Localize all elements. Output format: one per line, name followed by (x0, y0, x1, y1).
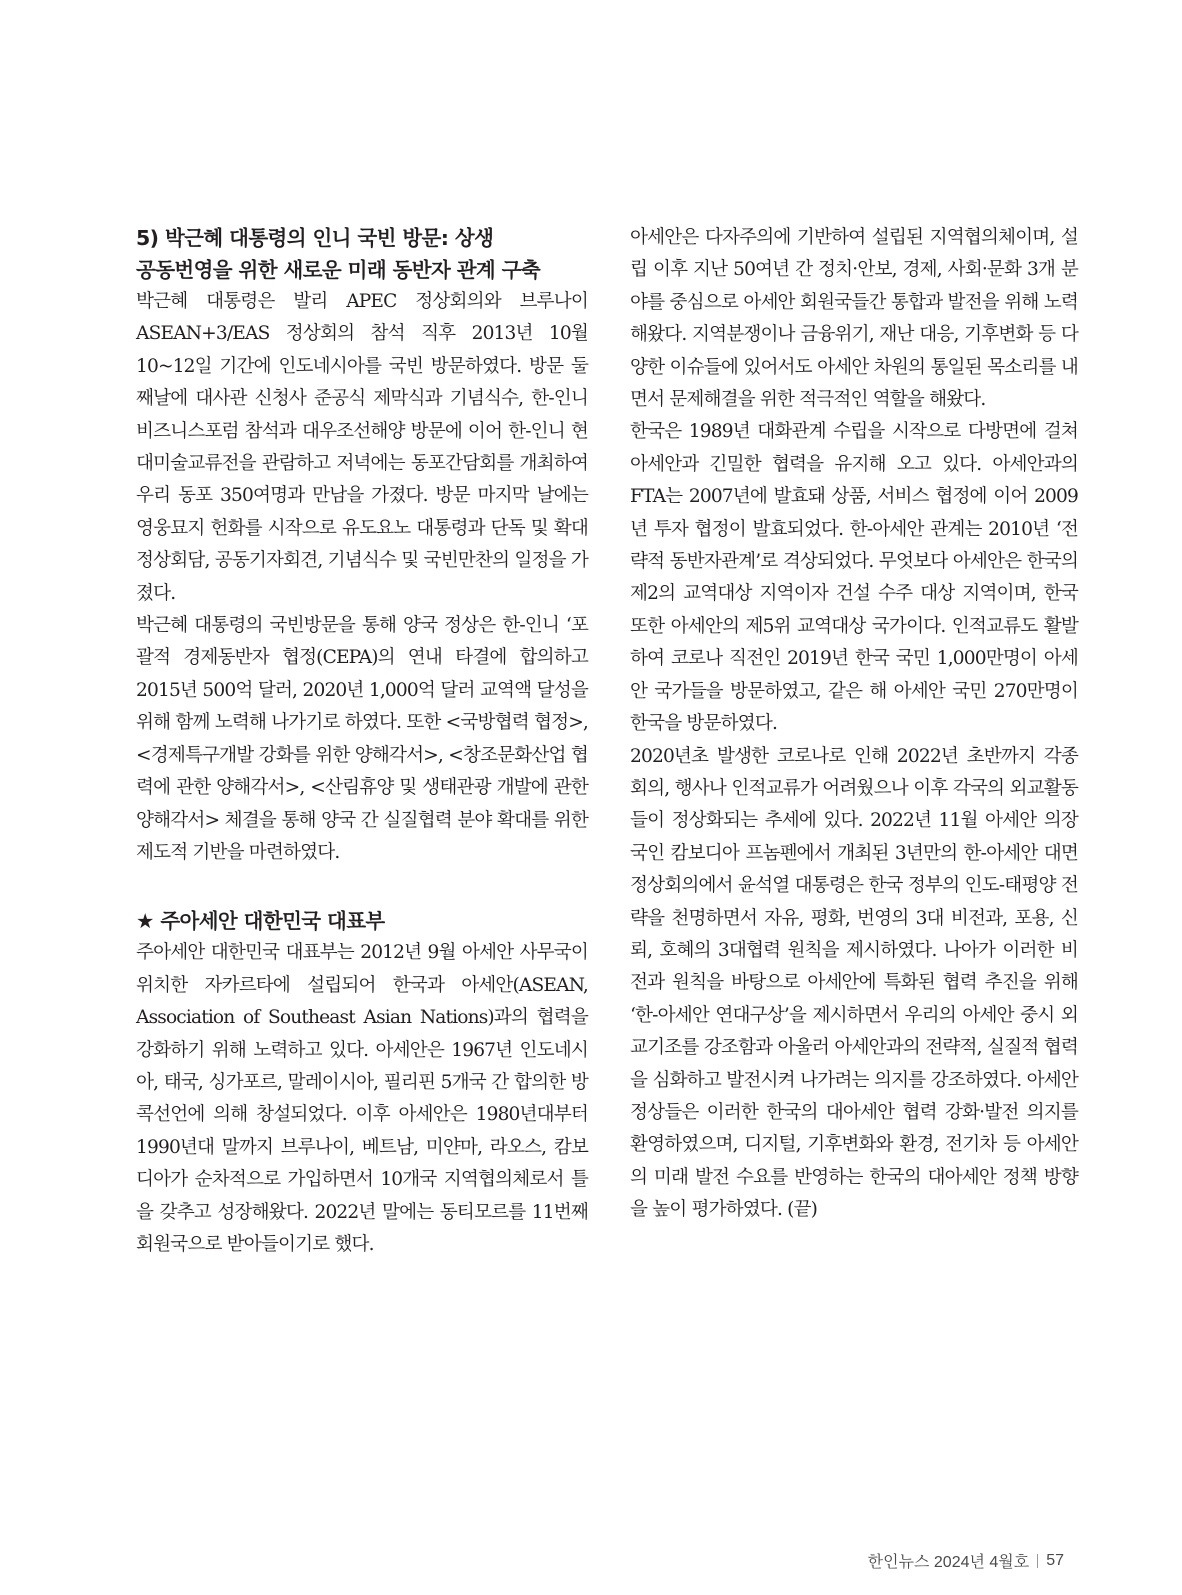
right-column (630, 222, 1078, 1227)
paragraph-asean-overview: 아세안은 다자주의에 기반하여 설립된 지역협의체이며, 설립 이후 지난 50여년 간 정치·안보, 경제, 사회·문화 3개 분야를 중심으로 아세안 회원국들간 통합과 발전을 위해 노력해왔다. 지역분쟁이나 금융위기, 재난 대응, 기후변화 등 다양한 이슈들에 있어서도 아세안 차원의 통일된 목소리를 내면서 문제해결을 위한 적극적인 역할을 해왔다. (630, 227, 1078, 411)
paragraph-summit-2022: 2020년초 발생한 코로나로 인해 2022년 초반까지 각종 회의, 행사나 인적교류가 어려웠으나 이후 각국의 외교활동들이 정상화되는 추세에 있다. 2022년 11월 아세안 의장국인 캄보디아 프놈펜에서 개최된 3년만의 한-아세안 대면 정상회의에서 윤석열 대통령은 한국 정부의 인도-태평양 전략을 천명하면서 자유, 평화, 번영의 3대 비전과, 포용, 신뢰, 호혜의 3대협력 원칙을 제시하였다. 나아가 이러한 비전과 원칙을 바탕으로 아세안에 특화된 협력 추진을 위해 ‘한-아세안 연대구상’을 제시하면서 우리의 아세안 중시 외교기조를 강조함과 아울러 아세안과의 전략적, 실질적 협력을 심화하고 발전시켜 나가려는 의지를 강조하였다. 아세안 정상들은 이러한 한국의 대아세안 협력 강화·발전 의지를 환영하였으며, 디지털, 기후변화와 환경, 전기차 등 아세안의 미래 발전 수요를 반영하는 한국의 대아세안 정책 방향을 높이 평가하였다. (끝) (630, 745, 1078, 1221)
paragraph-korea-asean-relations: 한국은 1989년 대화관계 수립을 시작으로 다방면에 걸쳐 아세안과 긴밀한 협력을 유지해 오고 있다. 아세안과의 FTA는 2007년에 발효돼 상품, 서비스 협정에 이어 2009년 투자 협정이 발효되었다. 한-아세안 관계는 2010년 ‘전략적 동반자관계’로 격상되었다. 무엇보다 아세안은 한국의 제2의 교역대상 지역이자 건설 수주 대상 지역이며, 한국 또한 아세안의 제5위 교역대상 국가이다. 인적교류도 활발하여 코로나 직전인 2019년 한국 국민 1,000만명이 아세안 국가들을 방문하였고, 같은 해 아세안 국민 270만명이 한국을 방문하였다. (630, 421, 1078, 735)
section-heading-line-1: 5) 박근혜 대통령의 인니 국빈 방문: 상생 (136, 226, 494, 250)
paragraph-asean-mission: 주아세안 대한민국 대표부는 2012년 9월 아세안 사무국이 위치한 자카르타에 설립되어 한국과 아세안(ASEAN, Association of Southeast Asian Nations)과의 협력을 강화하기 위해 노력하고 있다. 아세안은 1967년 인도네시아, 태국, 싱가포르, 말레이시아, 필리핀 5개국 간 합의한 방콕선언에 의해 창설되었다. 이후 아세안은 1980년대부터 1990년대 말까지 브루나이, 베트남, 미얀마, 라오스, 캄보디아가 순차적으로 가입하면서 10개국 지역협의체로서 틀을 갖추고 성장해왔다. 2022년 말에는 동티모르를 11번째 회원국으로 받아들이기로 했다. (136, 942, 588, 1255)
paragraph-cepa-agreements: 박근혜 대통령의 국빈방문을 통해 양국 정상은 한-인니 ‘포괄적 경제동반자 협정(CEPA)의 연내 타결에 합의하고 2015년 500억 달러, 2020년 1,000억 달러 교역액 달성을 위해 함께 노력해 나가기로 하였다. 또한 <국방협력 협정>, <경제특구개발 강화를 위한 양해각서>, <창조문화산업 협력에 관한 양해각서>, <산림휴양 및 생태관광 개발에 관한 양해각서> 체결을 통해 양국 간 실질협력 분야 확대를 위한 제도적 기반을 마련하였다. (136, 615, 588, 863)
publication-name: 한인뉴스 2024년 4월호 (867, 1554, 1030, 1571)
paragraph-state-visit: 박근혜 대통령은 발리 APEC 정상회의와 브루나이 ASEAN+3/EAS 정상회의 참석 직후 2013년 10월 10~12일 기간에 인도네시아를 국빈 방문하였다. 방문 둘째날에 대사관 신청사 준공식 제막식과 기념식수, 한-인니 비즈니스포럼 참석과 대우조선해양 방문에 이어 한-인니 현대미술교류전을 관람하고 저녁에는 동포간담회를 개최하여 우리 동포 350여명과 만남을 가졌다. 방문 마지막 날에는 영웅묘지 헌화를 시작으로 유도요노 대통령과 단독 및 확대 정상회담, 공동기자회견, 기념식수 및 국빈만찬의 일정을 가졌다. (136, 291, 588, 604)
asean-mission-heading: ★ 주아세안 대한민국 대표부 (136, 909, 385, 934)
page-number: 57 (1046, 1551, 1064, 1569)
section-spacer (136, 869, 588, 905)
left-column (136, 222, 588, 1261)
section-heading-line-2: 공동번영을 위한 새로운 미래 동반자 관계 구축 (136, 258, 541, 282)
section-heading (136, 222, 588, 286)
page-footer (868, 1549, 1064, 1572)
footer-divider (1037, 1554, 1038, 1568)
